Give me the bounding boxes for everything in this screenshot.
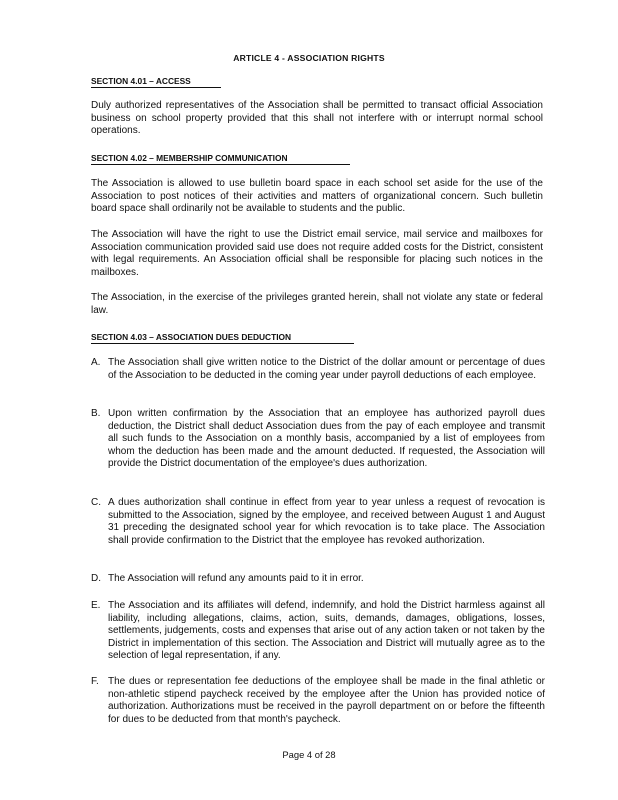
section-4-01-heading: SECTION 4.01 – ACCESS	[91, 76, 221, 88]
item-label: B.	[91, 408, 101, 419]
item-label: E.	[91, 600, 101, 611]
item-text: The Association shall give written notice to the District of the dollar amount or percentage of dues of the Association to be deducted in the coming year under payroll deductions of each employee.	[108, 357, 545, 381]
dues-item-b	[91, 408, 545, 471]
article-title: ARTICLE 4 - ASSOCIATION RIGHTS	[233, 53, 385, 63]
item-label: A.	[91, 357, 101, 368]
item-label: D.	[91, 573, 101, 584]
item-label: F.	[91, 676, 99, 687]
dues-item-e	[91, 600, 545, 663]
section-4-02-paragraph-1: The Association is allowed to use bulletin board space in each school set aside for the use of the Association to post notices of their activities and matters of organizational concern. Such bulletin board space shall ordinarily not be available to students and the public.	[91, 178, 543, 215]
item-text: The Association will refund any amounts paid to it in error.	[108, 573, 364, 584]
dues-item-d	[91, 573, 545, 586]
item-label: C.	[91, 497, 101, 508]
page-number: Page 4 of 28	[282, 749, 336, 760]
section-4-01-paragraph: Duly authorized representatives of the Association shall be permitted to transact official Association business on school property provided that this shall not interfere with or interrupt normal school operations.	[91, 100, 543, 137]
dues-item-a	[91, 357, 545, 382]
item-text: A dues authorization shall continue in effect from year to year unless a request of revocation is submitted to the Association, signed by the employee, and received between August 1 and August 31 preceding the designated school year for which revocation is to take place. The Association shall provide confirmation to the District that the employee has revoked authorization.	[108, 497, 545, 546]
item-text: Upon written confirmation by the Association that an employee has authorized payroll dues deduction, the District shall deduct Association dues from the pay of each employee and transmit all such funds to the Association on a monthly basis, accompanied by a list of employees from whom the deduction has been made and the amount deducted. If requested, the Association will provide the District documentation of the employee's dues authorization.	[108, 408, 545, 470]
dues-item-f	[91, 676, 545, 726]
item-text: The Association and its affiliates will defend, indemnify, and hold the District harmless against all liability, including allegations, claims, action, suits, demands, damages, obligations, losses, settlements, judgements, costs and expenses that arise out of any action taken or not taken by the District in implementation of this section. The Association and District will mutually agree as to the selection of legal representation, if any.	[108, 600, 545, 662]
section-4-02-heading: SECTION 4.02 – MEMBERSHIP COMMUNICATION	[91, 153, 350, 165]
dues-item-c	[91, 497, 545, 547]
item-text: The dues or representation fee deductions of the employee shall be made in the final athletic or non-athletic stipend paycheck received by the employee after the Union has provided notice of authorization. Authorizations must be received in the payroll department on or before the fifteenth for dues to be deducted from that month's paycheck.	[108, 676, 545, 725]
section-4-03-heading: SECTION 4.03 – ASSOCIATION DUES DEDUCTION	[91, 332, 354, 344]
section-4-02-paragraph-2: The Association will have the right to use the District email service, mail service and mailboxes for Association communication provided said use does not require added costs for the District, consistent with legal requirements. An Association official shall be responsible for placing such notices in the mailboxes.	[91, 229, 543, 278]
section-4-02-paragraph-3: The Association, in the exercise of the privileges granted herein, shall not violate any state or federal law.	[91, 292, 543, 316]
